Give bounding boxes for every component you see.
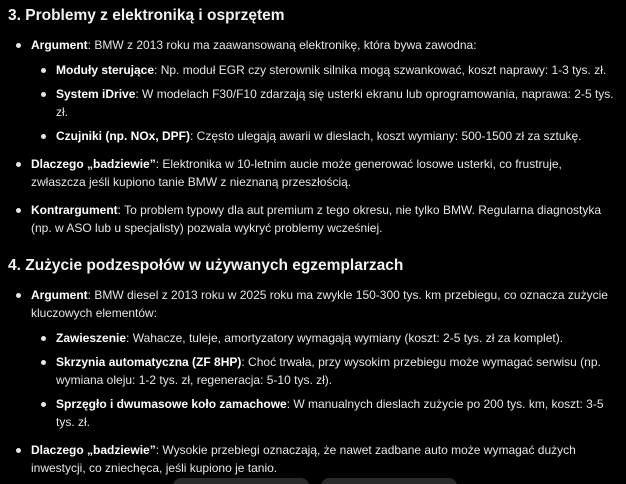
section-3-argument	[31, 36, 618, 145]
list-item	[56, 61, 618, 79]
section-3-why	[31, 155, 618, 191]
argument-label: Argument	[31, 38, 88, 52]
item-label: Zawieszenie	[56, 331, 127, 345]
bottom-action-bar	[0, 476, 626, 484]
item-label: System iDrive	[56, 87, 136, 101]
section-3-list	[8, 36, 618, 237]
section-4-heading: 4. Zużycie podzespołów w używanych egzemplarzach	[8, 257, 404, 274]
bottom-action-button-left[interactable]	[173, 478, 309, 484]
item-label: Skrzynia automatyczna (ZF 8HP)	[56, 355, 242, 369]
list-item	[56, 85, 618, 121]
argument-text: : BMW diesel z 2013 roku w 2025 roku ma zwykle 150-300 tys. km przebiegu, co oznacza zużycie kluczowych elementów:	[31, 288, 608, 320]
bottom-action-button-right[interactable]	[321, 478, 457, 484]
section-4-why	[31, 441, 618, 477]
why-text: : Elektronika w 10-letnim aucie może generować losowe usterki, co frustruje, zwłaszcza jeśli kupiono tanie BMW z nieznaną przeszłością.	[31, 157, 562, 189]
list-item	[56, 395, 618, 431]
why-label: Dlaczego „badziewie”	[31, 443, 156, 457]
item-label: Moduły sterujące	[56, 63, 155, 77]
section-3-heading: 3. Problemy z elektroniką i osprzętem	[8, 7, 285, 24]
section-3-counterargument	[31, 201, 618, 237]
section-3-sublist	[31, 61, 618, 145]
item-text: : Choć trwała, przy wysokim przebiegu może wymagać serwisu (np. wymiana oleju: 1-2 tys. zł, regeneracja: 5-10 tys. zł).	[56, 355, 601, 387]
counter-text: : To problem typowy dla aut premium z tego okresu, nie tylko BMW. Regularna diagnostyka (np. w ASO lub u specjalisty) pozwala wykryć problemy wcześniej.	[31, 203, 602, 235]
section-4-sublist	[31, 329, 618, 431]
list-item	[56, 329, 618, 347]
item-text: : Np. moduł EGR czy sterownik silnika mogą szwankować, koszt naprawy: 1-3 tys. zł.	[154, 63, 607, 77]
section-4-argument	[31, 286, 618, 431]
item-text: : W manualnych dieslach zużycie po 200 tys. km, koszt: 3-5 tys. zł.	[56, 397, 604, 429]
argument-label: Argument	[31, 288, 88, 302]
section-4-list	[8, 286, 618, 477]
item-label: Sprzęgło i dwumasowe koło zamachowe	[56, 397, 287, 411]
list-item	[56, 353, 618, 389]
why-label: Dlaczego „badziewie”	[31, 157, 156, 171]
argument-text: : BMW z 2013 roku ma zaawansowaną elektronikę, która bywa zawodna:	[87, 38, 477, 52]
counter-label: Kontrargument	[31, 203, 118, 217]
item-text: : W modelach F30/F10 zdarzają się usterki ekranu lub oprogramowania, naprawa: 2-5 tys. zł.	[56, 87, 614, 119]
item-text: : Często ulegają awarii w dieslach, koszt wymiany: 500-1500 zł za sztukę.	[190, 129, 582, 143]
list-item	[56, 127, 618, 145]
item-label: Czujniki (np. NOx, DPF)	[56, 129, 190, 143]
item-text: : Wahacze, tuleje, amortyzatory wymagają wymiany (koszt: 2-5 tys. zł za komplet).	[126, 331, 564, 345]
why-text: : Wysokie przebiegi oznaczają, że nawet zadbane auto może wymagać dużych inwestycji, co zniechęca, jeśli kupiono je tanio.	[31, 443, 576, 475]
